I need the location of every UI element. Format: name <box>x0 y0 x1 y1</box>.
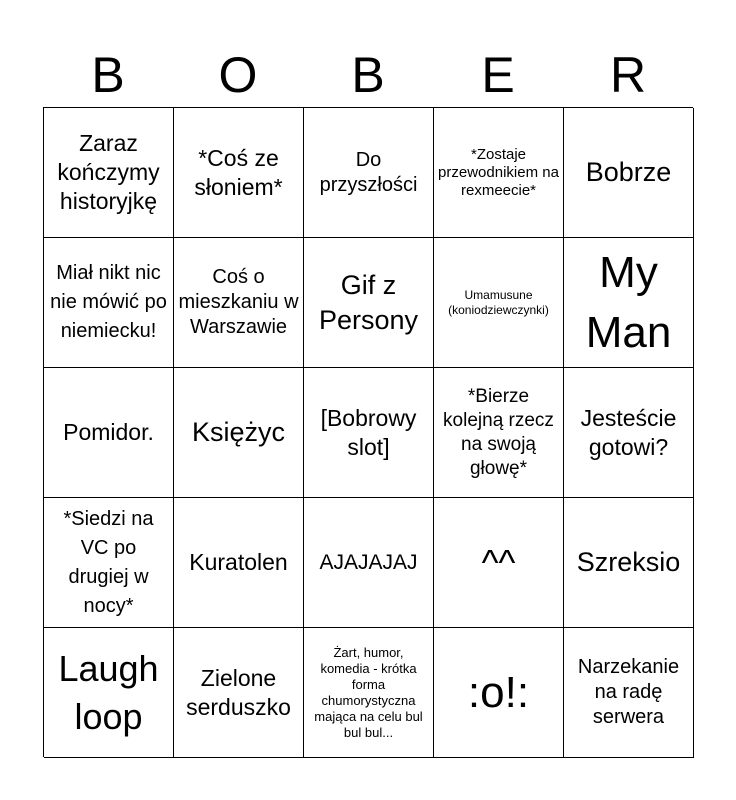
bingo-cell-1-1[interactable] <box>174 238 304 368</box>
bingo-cell-0-3[interactable] <box>434 108 564 238</box>
bingo-cell-0-4[interactable] <box>564 108 694 238</box>
cell-text: Coś o mieszkaniu w Warszawie <box>178 266 299 338</box>
cell-text: *Coś ze słoniem* <box>194 144 283 200</box>
bingo-cell-2-4[interactable] <box>564 368 694 498</box>
cell-text: My Man <box>585 247 672 357</box>
header-letter-b1: B <box>91 47 125 103</box>
cell-text: Zielone serduszko <box>186 664 291 720</box>
bingo-cell-3-2[interactable] <box>304 498 434 628</box>
bingo-cell-4-0[interactable] <box>44 628 174 758</box>
bingo-cell-1-2[interactable] <box>304 238 434 368</box>
cell-text: Miał nikt nic nie mówić po niemiecku! <box>50 262 167 342</box>
cell-text: ^^ <box>481 541 516 583</box>
bingo-cell-1-0[interactable] <box>44 238 174 368</box>
cell-text: *Zostaje przewodnikiem na rexmeecie* <box>438 145 559 199</box>
cell-text: Pomidor. <box>63 419 154 445</box>
bingo-grid <box>43 107 693 757</box>
bingo-cell-4-3[interactable] <box>434 628 564 758</box>
cell-text: *Siedzi na VC po drugiej w nocy* <box>63 507 154 617</box>
bingo-cell-2-0[interactable] <box>44 368 174 498</box>
cell-text: Do przyszłości <box>319 148 418 196</box>
bingo-cell-0-0[interactable] <box>44 108 174 238</box>
bingo-cell-1-3[interactable] <box>434 238 564 368</box>
header-letter-e: E <box>481 47 515 103</box>
bingo-cell-4-2[interactable] <box>304 628 434 758</box>
bingo-header <box>43 42 693 108</box>
cell-text: Umamusune (koniodziewczynki) <box>448 287 549 317</box>
cell-text: AJAJAJAJ <box>319 551 418 574</box>
bingo-cell-4-4[interactable] <box>564 628 694 758</box>
header-letter-o: O <box>218 47 258 103</box>
cell-text: [Bobrowy slot] <box>320 404 417 460</box>
cell-text: Szreksio <box>576 547 681 577</box>
bingo-cell-3-1[interactable] <box>174 498 304 628</box>
cell-text: Jesteście gotowi? <box>580 404 677 460</box>
cell-text: Laugh loop <box>58 647 159 737</box>
cell-text: Kuratolen <box>189 549 288 575</box>
bingo-cell-2-3[interactable] <box>434 368 564 498</box>
cell-text: Narzekanie na radę serwera <box>577 656 680 728</box>
bingo-cell-0-2[interactable] <box>304 108 434 238</box>
bingo-cell-1-4[interactable] <box>564 238 694 368</box>
bingo-cell-2-1[interactable] <box>174 368 304 498</box>
cell-text: *Bierze kolejną rzecz na swoją głowę* <box>443 385 554 479</box>
cell-text: Żart, humor, komedia - krótka forma chumorystyczna mająca na celu bul bul bul... <box>314 644 423 740</box>
cell-text: Zaraz kończymy historyjkę <box>57 130 160 214</box>
bingo-cell-3-4[interactable] <box>564 498 694 628</box>
cell-text: :o!: <box>467 667 530 717</box>
bingo-cell-2-2[interactable] <box>304 368 434 498</box>
bingo-cell-0-1[interactable] <box>174 108 304 238</box>
bingo-cell-3-3[interactable] <box>434 498 564 628</box>
cell-text: Bobrze <box>585 157 672 187</box>
cell-text: Księżyc <box>191 417 286 447</box>
header-letter-b2: B <box>351 47 385 103</box>
header-letter-r: R <box>609 47 647 103</box>
bingo-cell-3-0[interactable] <box>44 498 174 628</box>
bingo-cell-4-1[interactable] <box>174 628 304 758</box>
cell-text: Gif z Persony <box>318 269 419 335</box>
